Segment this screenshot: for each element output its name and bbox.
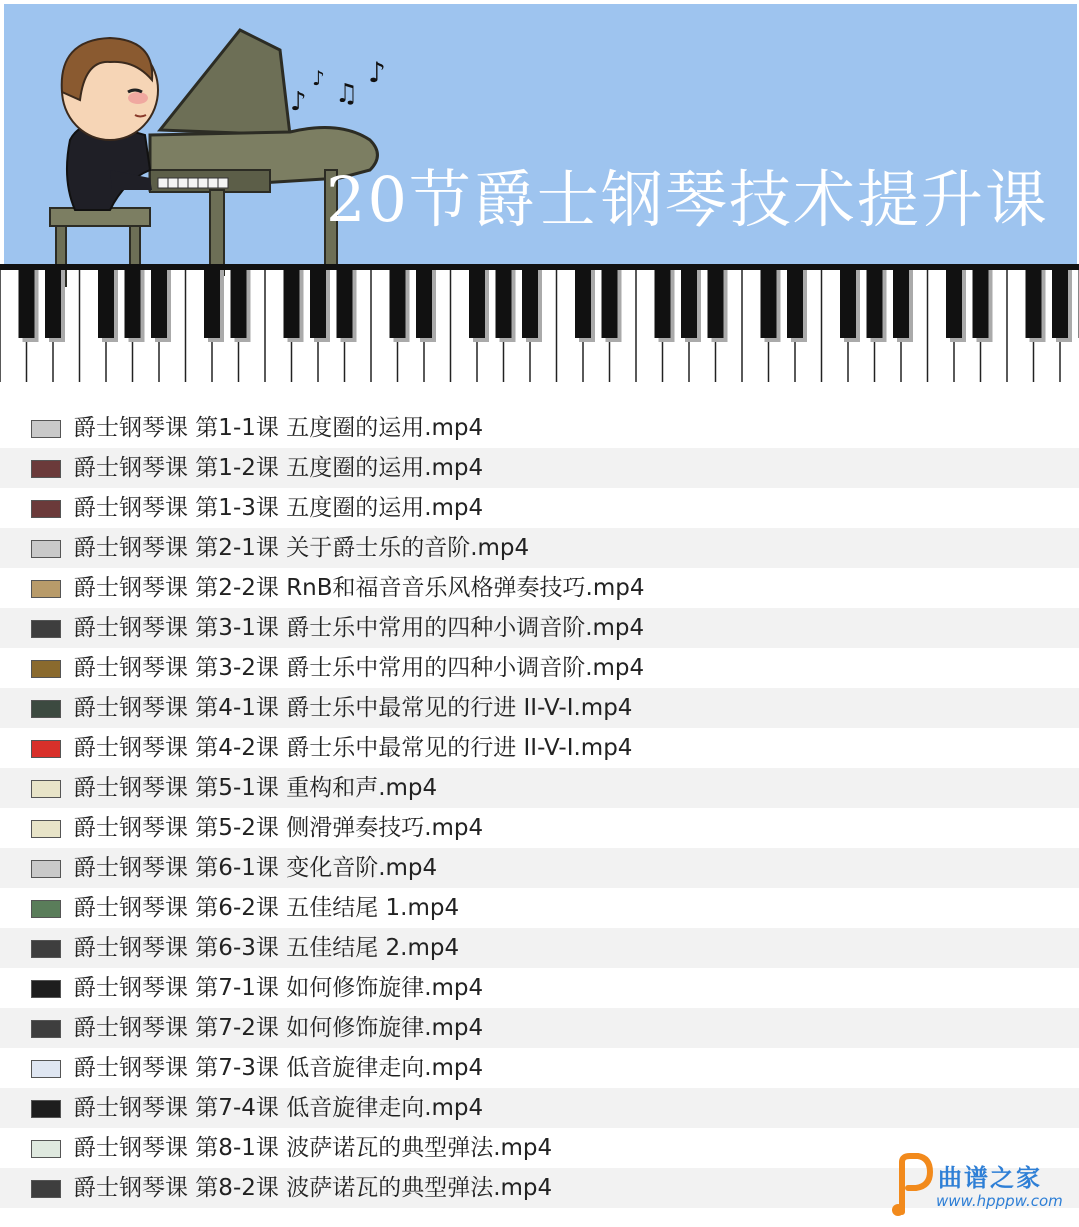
video-thumbnail-icon (31, 740, 61, 758)
file-row[interactable] (0, 528, 1079, 568)
file-name: 爵士钢琴课 第6-2课 五佳结尾 1.mp4 (73, 895, 460, 921)
black-key (337, 270, 353, 338)
file-row[interactable] (0, 648, 1079, 688)
music-logo-icon (888, 1152, 934, 1216)
file-name: 爵士钢琴课 第6-3课 五佳结尾 2.mp4 (73, 935, 460, 961)
svg-text:♪: ♪ (368, 56, 386, 89)
file-name: 爵士钢琴课 第8-2课 波萨诺瓦的典型弹法.mp4 (73, 1175, 553, 1201)
video-thumbnail-icon (31, 900, 61, 918)
banner (0, 0, 1079, 390)
file-row[interactable] (0, 408, 1079, 448)
black-key (310, 270, 326, 338)
watermark (888, 1150, 1073, 1220)
file-name: 爵士钢琴课 第6-1课 变化音阶.mp4 (73, 855, 438, 881)
black-key (125, 270, 141, 338)
video-thumbnail-icon (31, 420, 61, 438)
black-key (946, 270, 962, 338)
svg-text:♫: ♫ (335, 79, 359, 109)
file-row[interactable] (0, 1048, 1079, 1088)
piano-keyboard (0, 264, 1079, 384)
video-thumbnail-icon (31, 1180, 61, 1198)
file-row[interactable] (0, 448, 1079, 488)
svg-text:♪: ♪ (290, 87, 307, 117)
video-thumbnail-icon (31, 540, 61, 558)
black-key (681, 270, 697, 338)
black-key (655, 270, 671, 338)
black-key (840, 270, 856, 338)
video-thumbnail-icon (31, 660, 61, 678)
video-thumbnail-icon (31, 940, 61, 958)
black-key (973, 270, 989, 338)
black-key (98, 270, 114, 338)
file-row[interactable] (0, 888, 1079, 928)
file-name: 爵士钢琴课 第8-1课 波萨诺瓦的典型弹法.mp4 (73, 1135, 553, 1161)
black-key (787, 270, 803, 338)
video-thumbnail-icon (31, 620, 61, 638)
watermark-logo-text: 曲谱之家 (938, 1164, 1042, 1192)
black-key (708, 270, 724, 338)
file-list (0, 408, 1079, 1208)
black-key (1052, 270, 1068, 338)
file-name: 爵士钢琴课 第1-2课 五度圈的运用.mp4 (73, 455, 484, 481)
black-key (522, 270, 538, 338)
video-thumbnail-icon (31, 1060, 61, 1078)
black-key (390, 270, 406, 338)
black-key (496, 270, 512, 338)
file-name: 爵士钢琴课 第4-2课 爵士乐中最常见的行进 II-V-I.mp4 (73, 735, 633, 761)
file-row[interactable] (0, 728, 1079, 768)
video-thumbnail-icon (31, 580, 61, 598)
file-name: 爵士钢琴课 第5-1课 重构和声.mp4 (73, 775, 438, 801)
file-row[interactable] (0, 848, 1079, 888)
file-name: 爵士钢琴课 第3-2课 爵士乐中常用的四种小调音阶.mp4 (73, 655, 645, 681)
video-thumbnail-icon (31, 980, 61, 998)
file-name: 爵士钢琴课 第7-2课 如何修饰旋律.mp4 (73, 1015, 484, 1041)
video-thumbnail-icon (31, 1020, 61, 1038)
file-row[interactable] (0, 688, 1079, 728)
black-key (45, 270, 61, 338)
file-name: 爵士钢琴课 第4-1课 爵士乐中最常见的行进 II-V-I.mp4 (73, 695, 633, 721)
file-row[interactable] (0, 968, 1079, 1008)
video-thumbnail-icon (31, 500, 61, 518)
black-key (151, 270, 167, 338)
file-row[interactable] (0, 1008, 1079, 1048)
black-key (575, 270, 591, 338)
file-name: 爵士钢琴课 第5-2课 侧滑弹奏技巧.mp4 (73, 815, 484, 841)
file-name: 爵士钢琴课 第1-3课 五度圈的运用.mp4 (73, 495, 484, 521)
file-row[interactable] (0, 1088, 1079, 1128)
video-thumbnail-icon (31, 700, 61, 718)
file-name: 爵士钢琴课 第7-4课 低音旋律走向.mp4 (73, 1095, 484, 1121)
black-key (761, 270, 777, 338)
file-row[interactable] (0, 928, 1079, 968)
file-row[interactable] (0, 488, 1079, 528)
black-key (1026, 270, 1042, 338)
file-name: 爵士钢琴课 第2-1课 关于爵士乐的音阶.mp4 (73, 535, 530, 561)
video-thumbnail-icon (31, 460, 61, 478)
video-thumbnail-icon (31, 1100, 61, 1118)
black-key (416, 270, 432, 338)
file-row[interactable] (0, 768, 1079, 808)
watermark-url: www.hpppw.com (936, 1192, 1063, 1210)
banner-title: 20节爵士钢琴技术提升课 (326, 163, 1049, 236)
file-row[interactable] (0, 568, 1079, 608)
black-key (602, 270, 618, 338)
black-key (204, 270, 220, 338)
video-thumbnail-icon (31, 820, 61, 838)
file-row[interactable] (0, 808, 1079, 848)
black-key (867, 270, 883, 338)
black-key (284, 270, 300, 338)
keyboard-top-bar (0, 264, 1079, 270)
black-key (469, 270, 485, 338)
black-key (19, 270, 35, 338)
svg-text:♪: ♪ (312, 66, 325, 90)
video-thumbnail-icon (31, 780, 61, 798)
file-name: 爵士钢琴课 第7-1课 如何修饰旋律.mp4 (73, 975, 484, 1001)
file-name: 爵士钢琴课 第3-1课 爵士乐中常用的四种小调音阶.mp4 (73, 615, 645, 641)
video-thumbnail-icon (31, 860, 61, 878)
video-thumbnail-icon (31, 1140, 61, 1158)
black-key (893, 270, 909, 338)
file-name: 爵士钢琴课 第1-1课 五度圈的运用.mp4 (73, 415, 484, 441)
file-name: 爵士钢琴课 第7-3课 低音旋律走向.mp4 (73, 1055, 484, 1081)
black-key (231, 270, 247, 338)
file-name: 爵士钢琴课 第2-2课 RnB和福音音乐风格弹奏技巧.mp4 (73, 575, 645, 601)
file-row[interactable] (0, 608, 1079, 648)
